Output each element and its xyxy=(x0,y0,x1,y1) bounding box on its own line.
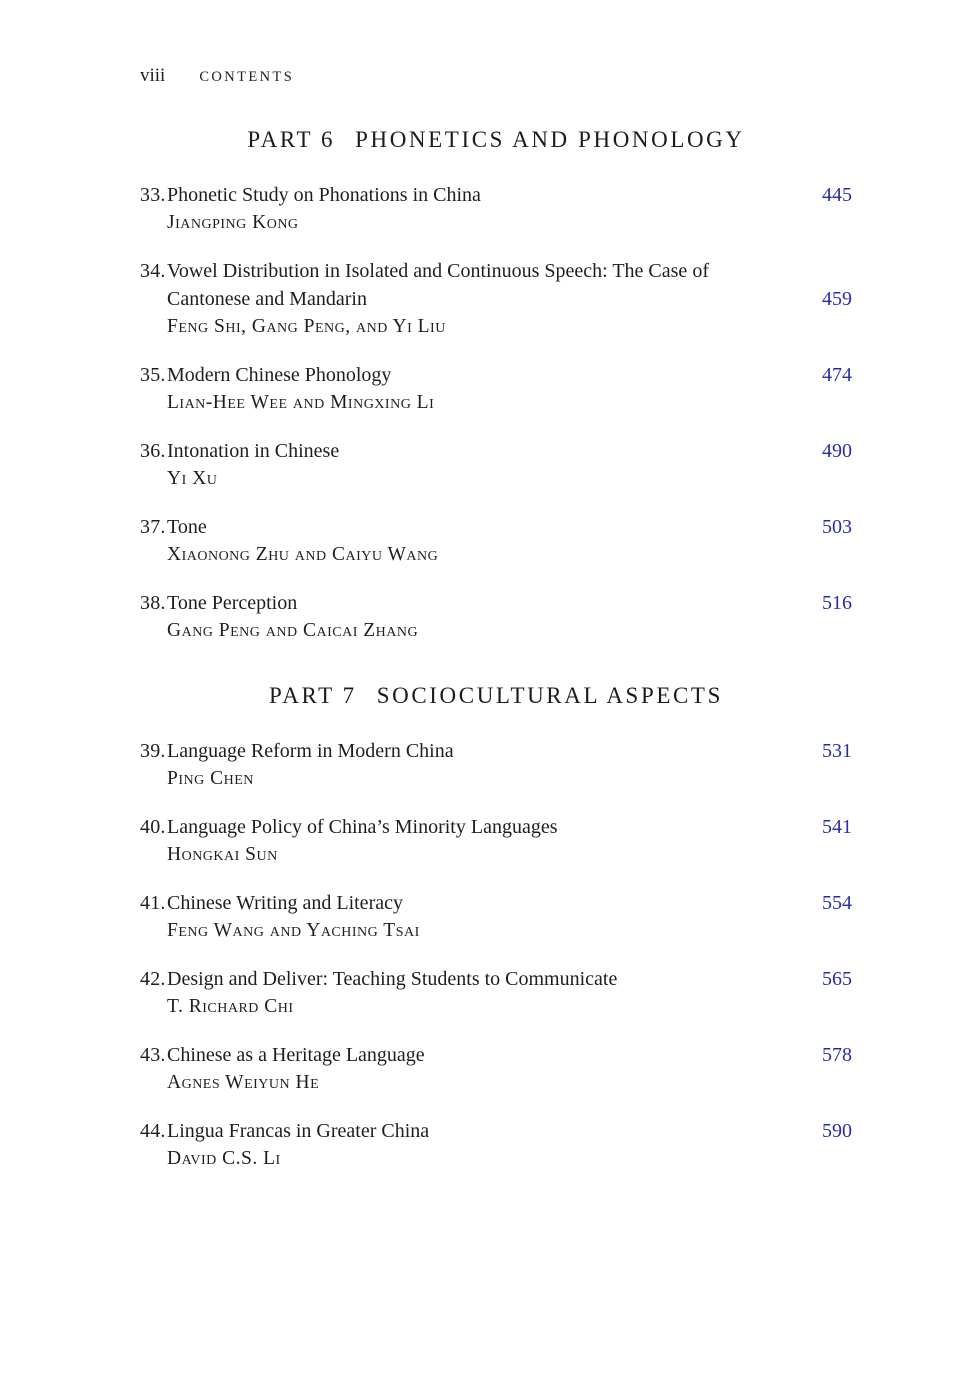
toc-entry-title-row xyxy=(167,589,852,617)
toc-entry-list xyxy=(140,181,852,645)
chapter-number: 44. xyxy=(140,1120,166,1142)
toc-entry-title-row xyxy=(167,1117,852,1145)
running-head xyxy=(140,64,852,89)
chapter-title: Intonation in Chinese xyxy=(167,440,340,462)
toc-entry xyxy=(140,737,852,793)
chapter-page-link[interactable]: 474 xyxy=(822,364,852,386)
chapter-page-link[interactable]: 490 xyxy=(822,440,852,462)
toc-entry-list xyxy=(140,737,852,1173)
chapter-number: 33. xyxy=(140,184,166,206)
chapter-title: Chinese Writing and Literacy xyxy=(167,892,403,914)
toc-entry-body xyxy=(167,181,852,237)
chapter-authors: Jiangping Kong xyxy=(167,212,299,233)
chapter-page-link[interactable]: 554 xyxy=(822,892,852,914)
toc-entry xyxy=(140,1117,852,1173)
chapter-title: Vowel Distribution in Isolated and Continuous Speech: The Case of Cantonese and Mandarin xyxy=(167,260,709,310)
chapter-authors: Lian-Hee Wee and Mingxing Li xyxy=(167,392,435,413)
toc-entry-body xyxy=(167,737,852,793)
toc-entry xyxy=(140,181,852,237)
toc-entry xyxy=(140,257,852,341)
toc-entry xyxy=(140,513,852,569)
toc-entry-body xyxy=(167,437,852,493)
part-label: PART 6 xyxy=(247,127,336,152)
toc-entry-title-row xyxy=(167,437,852,465)
chapter-page-link[interactable]: 445 xyxy=(822,184,852,206)
chapter-number: 43. xyxy=(140,1044,166,1066)
toc-parts xyxy=(140,125,852,1173)
chapter-authors: Xiaonong Zhu and Caiyu Wang xyxy=(167,544,439,565)
chapter-page-link[interactable]: 459 xyxy=(822,288,852,310)
chapter-authors: Feng Wang and Yaching Tsai xyxy=(167,920,420,941)
toc-entry xyxy=(140,1041,852,1097)
chapter-authors: Yi Xu xyxy=(167,468,218,489)
toc-entry-body xyxy=(167,1041,852,1097)
toc-entry-body xyxy=(167,889,852,945)
folio-page-number: viii xyxy=(140,65,166,86)
chapter-number: 37. xyxy=(140,516,166,538)
toc-entry xyxy=(140,361,852,417)
chapter-title: Modern Chinese Phonology xyxy=(167,364,392,386)
toc-entry-title-row xyxy=(167,889,852,917)
toc-entry-body xyxy=(167,513,852,569)
chapter-authors: Ping Chen xyxy=(167,768,254,789)
toc-entry xyxy=(140,813,852,869)
part-heading xyxy=(140,125,852,155)
toc-entry xyxy=(140,437,852,493)
chapter-number: 42. xyxy=(140,968,166,990)
chapter-number: 41. xyxy=(140,892,166,914)
part-heading xyxy=(140,681,852,711)
toc-part xyxy=(140,125,852,645)
toc-entry-title-row xyxy=(167,813,852,841)
chapter-title: Lingua Francas in Greater China xyxy=(167,1120,430,1142)
toc-entry xyxy=(140,589,852,645)
toc-entry-body xyxy=(167,1117,852,1173)
chapter-authors: Gang Peng and Caicai Zhang xyxy=(167,620,419,641)
chapter-number: 34. xyxy=(140,260,166,282)
chapter-page-link[interactable]: 565 xyxy=(822,968,852,990)
chapter-authors: David C.S. Li xyxy=(167,1148,281,1169)
toc-entry-body xyxy=(167,361,852,417)
toc-entry-body xyxy=(167,589,852,645)
chapter-title: Design and Deliver: Teaching Students to Communicate xyxy=(167,968,618,990)
toc-entry xyxy=(140,889,852,945)
toc-entry-title-row xyxy=(167,257,852,313)
toc-entry-title-row xyxy=(167,361,852,389)
running-head-title: CONTENTS xyxy=(199,69,295,85)
chapter-title: Phonetic Study on Phonations in China xyxy=(167,184,481,206)
toc-entry-body xyxy=(167,257,852,341)
chapter-page-link[interactable]: 578 xyxy=(822,1044,852,1066)
chapter-authors: Hongkai Sun xyxy=(167,844,278,865)
chapter-page-link[interactable]: 531 xyxy=(822,740,852,762)
part-title: SOCIOCULTURAL ASPECTS xyxy=(376,683,723,708)
toc-entry-title-row xyxy=(167,1041,852,1069)
chapter-number: 40. xyxy=(140,816,166,838)
toc-entry-title-row xyxy=(167,513,852,541)
chapter-title: Tone Perception xyxy=(167,592,298,614)
toc-entry-title-row xyxy=(167,181,852,209)
chapter-page-link[interactable]: 516 xyxy=(822,592,852,614)
toc-entry xyxy=(140,965,852,1021)
chapter-title: Tone xyxy=(167,516,207,538)
part-label: PART 7 xyxy=(269,683,357,708)
chapter-title: Language Reform in Modern China xyxy=(167,740,454,762)
chapter-authors: Feng Shi, Gang Peng, and Yi Liu xyxy=(167,316,446,337)
chapter-title: Language Policy of China’s Minority Languages xyxy=(167,816,558,838)
toc-entry-title-row xyxy=(167,737,852,765)
chapter-authors: Agnes Weiyun He xyxy=(167,1072,320,1093)
toc-entry-body xyxy=(167,813,852,869)
chapter-authors: T. Richard Chi xyxy=(167,996,294,1017)
chapter-number: 38. xyxy=(140,592,166,614)
toc-part xyxy=(140,681,852,1173)
chapter-title: Chinese as a Heritage Language xyxy=(167,1044,425,1066)
toc-entry-title-row xyxy=(167,965,852,993)
chapter-page-link[interactable]: 541 xyxy=(822,816,852,838)
chapter-page-link[interactable]: 590 xyxy=(822,1120,852,1142)
part-title: PHONETICS AND PHONOLOGY xyxy=(355,127,745,152)
chapter-number: 36. xyxy=(140,440,166,462)
chapter-number: 35. xyxy=(140,364,166,386)
toc-entry-body xyxy=(167,965,852,1021)
chapter-number: 39. xyxy=(140,740,166,762)
chapter-page-link[interactable]: 503 xyxy=(822,516,852,538)
